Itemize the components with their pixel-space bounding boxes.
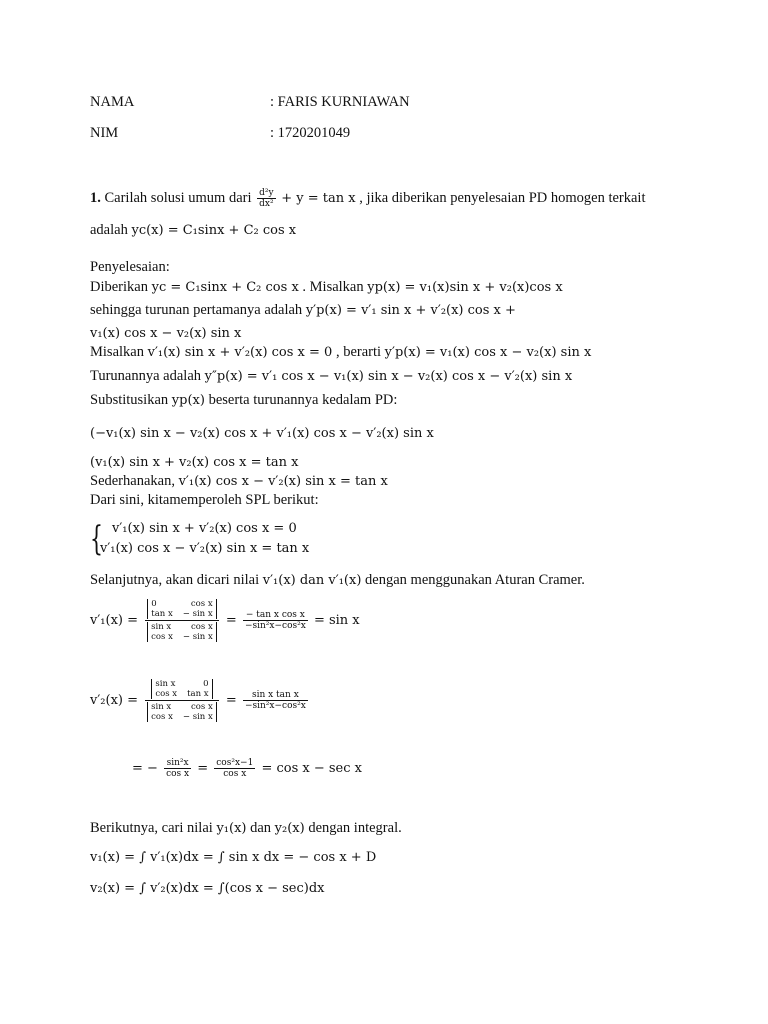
math: = [225,613,237,628]
cell: cos x [151,632,173,642]
cell: cos x [191,622,213,632]
denominator-determinant [147,622,217,642]
fraction [243,690,308,711]
cramer-fraction [145,598,219,643]
math: = cos x − sec x [261,761,362,776]
math: v₁(x) cos x − v₂(x) sin x [90,326,242,341]
math: v′₁(x) sin x + v′₂(x) cos x = 0 [147,345,333,360]
text: dengan menggunakan Aturan Cramer. [365,572,585,588]
fraction-denominator: cos x [166,769,190,779]
text: Dari sini, kitamemperoleh SPL berikut: [90,492,319,508]
math: y′p(x) = v₁(x) cos x − v₂(x) sin x [384,345,592,360]
text: dengan integral. [308,820,402,836]
cell: tan x [187,689,209,699]
cell: sin x [151,702,172,712]
math: v′₁(x) = [90,613,139,628]
fraction-numerator [145,678,219,701]
math: = [197,761,209,776]
text: . Misalkan [302,279,364,295]
cell: 0 [203,679,209,689]
solution-line [90,367,572,386]
math: (−v₁(x) sin x − v₂(x) cos x + v′₁(x) cos x − v′₂(x) sin x [90,426,434,441]
math: = sin x [313,613,360,628]
solution-line [90,324,241,343]
equation: + y = tan x [281,190,356,206]
solution-line [90,491,319,509]
math: = [225,693,237,708]
text: Diberikan [90,279,148,295]
fraction [243,610,308,631]
problem-line-2 [90,221,296,240]
solution-line [90,472,388,491]
text: dan [250,820,272,836]
nim-label: NIM [90,125,119,141]
math: = − [132,761,158,776]
cell: − sin x [182,632,213,642]
cell: cos x [191,702,213,712]
text: beserta turunannya kedalam PD: [208,392,398,408]
fraction-denominator [145,701,219,723]
cell: − sin x [182,712,213,722]
text: Substitusikan [90,392,169,408]
text: , berarti [335,344,382,360]
homogeneous-solution: yc(x) = C₁sinx + C₂ cos x [131,223,297,238]
numerator-determinant [151,679,212,699]
math: y′p(x) = v′₁ sin x + v′₂(x) cos x + [305,303,516,318]
cramer-fraction [145,678,219,723]
solution-line [90,571,585,590]
math: v′₁(x) cos x − v′₂(x) sin x = tan x [178,474,388,489]
solution-line [90,278,563,297]
fraction-numerator: sin x tan x [243,690,308,701]
cell: − sin x [182,609,213,619]
cramer-v1 [90,598,360,643]
nim-row [90,124,351,142]
cell: cos x [155,689,178,699]
solution-line [90,301,516,320]
problem-statement [90,188,645,209]
solution-line [90,343,591,362]
math: y″p(x) = v′₁ cos x − v₁(x) sin x − v₂(x) cos x − v′₂(x) sin x [204,369,573,384]
math: yp(x) = v₁(x)sin x + v₂(x)cos x [367,280,563,295]
numerator-determinant [147,599,216,619]
second-derivative-fraction [257,188,275,209]
fraction-numerator: sin²x [164,758,191,769]
text: Berikutnya, cari nilai [90,820,213,836]
solution-line [90,819,402,838]
text: Sederhanakan, [90,473,175,489]
cell: sin x [151,622,172,632]
solution-line [90,424,434,443]
integral-v2 [90,879,325,898]
problem-text: adalah [90,222,128,238]
fraction-numerator: − tan x cos x [243,610,308,621]
math: v₂(x) = ∫ v′₂(x)dx = ∫(cos x − sec)dx [90,881,325,896]
system-equation-2: v′₁(x) cos x − v′₂(x) sin x = tan x [100,541,310,556]
integral-v1 [90,848,376,867]
fraction-denominator: −sin²x−cos²x [244,621,306,631]
denominator-determinant [147,702,217,722]
left-brace: { [90,519,103,559]
cell: tan x [151,609,173,619]
name-value: : FARIS KURNIAWAN [270,94,410,110]
fraction-denominator: cos x [223,769,247,779]
math: v′₂(x) = [90,693,139,708]
math: v′₁(x) dan v′₁(x) [262,573,362,588]
cell: cos x [151,712,173,722]
math: y₂(x) [274,821,305,836]
math: yc = C₁sinx + C₂ cos x [151,280,299,295]
cell: sin x [155,679,176,689]
name-row [90,93,410,111]
math: v₁(x) = ∫ v′₁(x)dx = ∫ sin x dx = − cos x + D [90,850,377,865]
fraction-numerator: cos²x−1 [216,758,254,768]
fraction-denominator: −sin²x−cos²x [244,701,306,711]
solution-line [90,453,298,472]
problem-number: 1. [90,189,101,206]
text: Turunannya adalah [90,368,202,384]
simplification [132,758,362,779]
solution-line [90,391,397,410]
cramer-v2 [90,678,310,723]
cell: cos x [190,599,213,609]
text: Selanjutnya, akan dicari nilai [90,572,260,588]
name-label: NAMA [90,94,135,110]
fraction-numerator [145,598,219,621]
problem-text-after: , jika diberikan penyelesaian PD homogen terkait [359,189,646,206]
cell: 0 [151,599,157,609]
nim-value: : 1720201049 [270,125,351,141]
math: y₁(x) [216,821,247,836]
problem-text: Carilah solusi umum dari [104,189,252,206]
fraction-denominator: dx² [259,199,274,209]
solution-title: Penyelesaian: [90,259,170,275]
fraction [214,758,255,779]
system-equation-1: v′₁(x) sin x + v′₂(x) cos x = 0 [112,521,297,536]
text: Misalkan [90,344,144,360]
fraction [164,758,191,779]
text: sehingga turunan pertamanya adalah [90,302,303,318]
fraction-denominator [145,621,219,643]
math: (v₁(x) sin x + v₂(x) cos x = tan x [90,455,299,470]
fraction-numerator: d²y [259,188,274,198]
math: yp(x) [171,393,205,408]
